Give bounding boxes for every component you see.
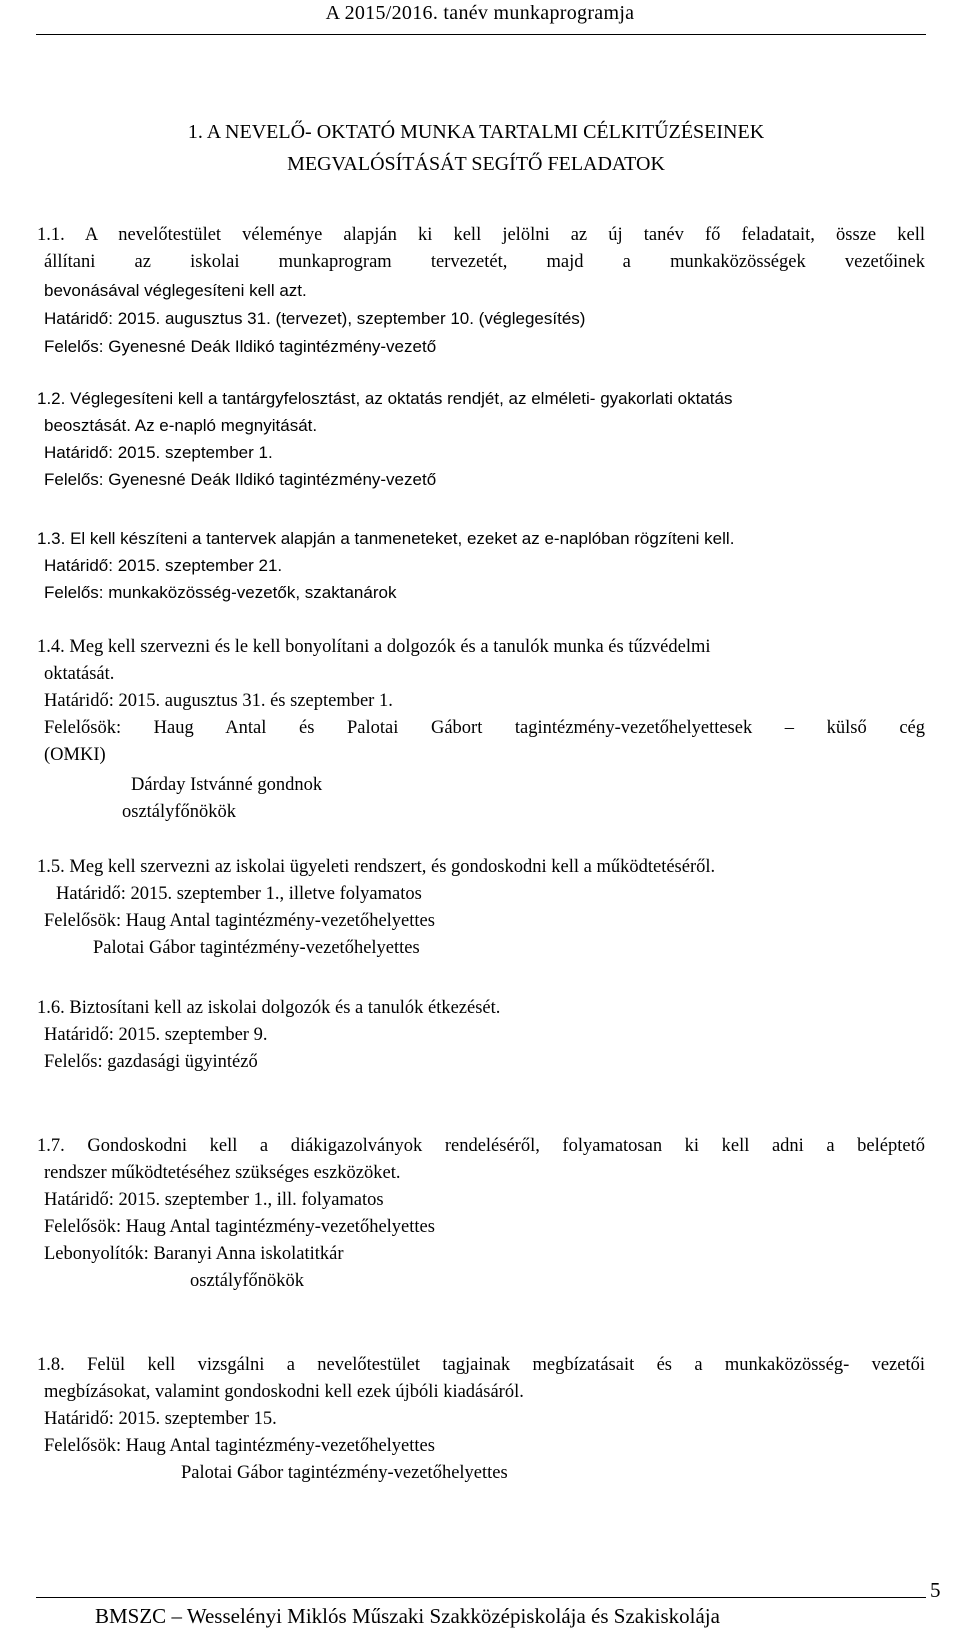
responsible: Felelősök: Haug Antal tagintézmény-vezetőhelyettes bbox=[44, 911, 435, 931]
section-heading-line-1: 1. A NEVELŐ- OKTATÓ MUNKA TARTALMI CÉLKITŰZÉSEINEK bbox=[187, 121, 765, 143]
task-text: 1.7. Gondoskodni kell a diákigazolványok rendeléséről, folyamatosan ki kell adni a beléptető bbox=[37, 1136, 925, 1156]
header-divider bbox=[36, 34, 926, 35]
deadline: Határidő: 2015. augusztus 31. (tervezet), szeptember 10. (véglegesítés) bbox=[44, 309, 586, 328]
deadline: Határidő: 2015. szeptember 21. bbox=[44, 556, 283, 575]
task-text: beosztását. Az e-napló megnyitását. bbox=[44, 416, 318, 435]
task-text: oktatását. bbox=[44, 664, 115, 684]
task-text: 1.5. Meg kell szervezni az iskolai ügyeleti rendszert, és gondoskodni kell a működtetéséről. bbox=[37, 857, 716, 877]
footer-divider bbox=[36, 1597, 926, 1598]
task-text: 1.1. A nevelőtestület véleménye alapján ki kell jelölni az új tanév fő feladatait, össze kell bbox=[37, 225, 925, 245]
responsible: Felelős: gazdasági ügyintéző bbox=[44, 1052, 258, 1072]
responsible: Felelősök: Haug Antal és Palotai Gábort tagintézmény-vezetőhelyettesek – külső cég bbox=[44, 718, 925, 738]
task-text: bevonásával véglegesíteni kell azt. bbox=[44, 281, 307, 300]
responsible: Palotai Gábor tagintézmény-vezetőhelyettes bbox=[93, 938, 420, 958]
deadline: Határidő: 2015. szeptember 15. bbox=[44, 1409, 277, 1429]
responsible: Felelősök: Haug Antal tagintézmény-vezetőhelyettes bbox=[44, 1436, 435, 1456]
responsible: Dárday Istvánné gondnok bbox=[131, 775, 323, 795]
responsible: Felelős: Gyenesné Deák Ildikó tagintézmény-vezető bbox=[44, 470, 437, 489]
responsible: osztályfőnökök bbox=[190, 1271, 305, 1291]
responsible: osztályfőnökök bbox=[122, 802, 237, 822]
deadline: Határidő: 2015. szeptember 1., ill. folyamatos bbox=[44, 1190, 384, 1210]
organizer: Lebonyolítók: Baranyi Anna iskolatitkár bbox=[44, 1244, 344, 1264]
school-name: BMSZC – Wesselényi Miklós Műszaki Szakközépiskolája és Szakiskolája bbox=[95, 1604, 720, 1628]
task-text: 1.6. Biztosítani kell az iskolai dolgozók és a tanulók étkezését. bbox=[37, 998, 501, 1018]
responsible: Felelős: munkaközösség-vezetők, szaktanárok bbox=[44, 583, 397, 602]
task-text: 1.3. El kell készíteni a tantervek alapján a tanmeneteket, ezeket az e-naplóban rögzíteni kell. bbox=[37, 529, 735, 548]
section-heading-line-2: MEGVALÓSÍTÁSÁT SEGÍTŐ FELADATOK bbox=[287, 153, 665, 175]
deadline: Határidő: 2015. szeptember 1., illetve folyamatos bbox=[56, 884, 422, 904]
responsible: Felelős: Gyenesné Deák Ildikó tagintézmény-vezető bbox=[44, 337, 437, 356]
task-text: megbízásokat, valamint gondoskodni kell ezek újbóli kiadásáról. bbox=[44, 1382, 524, 1402]
task-text: állítani az iskolai munkaprogram tervezetét, majd a munkaközösségek vezetőinek bbox=[44, 252, 925, 272]
task-text: rendszer működtetéséhez szükséges eszközöket. bbox=[44, 1163, 401, 1183]
deadline: Határidő: 2015. augusztus 31. és szeptember 1. bbox=[44, 691, 393, 711]
task-text: 1.4. Meg kell szervezni és le kell bonyolítani a dolgozók és a tanulók munka és tűzvédelmi bbox=[37, 637, 711, 657]
responsible: Palotai Gábor tagintézmény-vezetőhelyettes bbox=[181, 1463, 508, 1483]
deadline: Határidő: 2015. szeptember 1. bbox=[44, 443, 273, 462]
task-text: 1.2. Véglegesíteni kell a tantárgyfelosztást, az oktatás rendjét, az elméleti- gyakorlati oktatás bbox=[37, 389, 733, 408]
section-heading bbox=[96, 116, 856, 180]
task-text: 1.8. Felül kell vizsgálni a nevelőtestület tagjainak megbízatásait és a munkaközösség- vezetői bbox=[37, 1355, 925, 1375]
responsible: (OMKI) bbox=[44, 745, 106, 765]
deadline: Határidő: 2015. szeptember 9. bbox=[44, 1025, 268, 1045]
responsible: Felelősök: Haug Antal tagintézmény-vezetőhelyettes bbox=[44, 1217, 435, 1237]
document-title: A 2015/2016. tanév munkaprogramja bbox=[325, 2, 635, 24]
page-number: 5 bbox=[930, 1578, 941, 1602]
